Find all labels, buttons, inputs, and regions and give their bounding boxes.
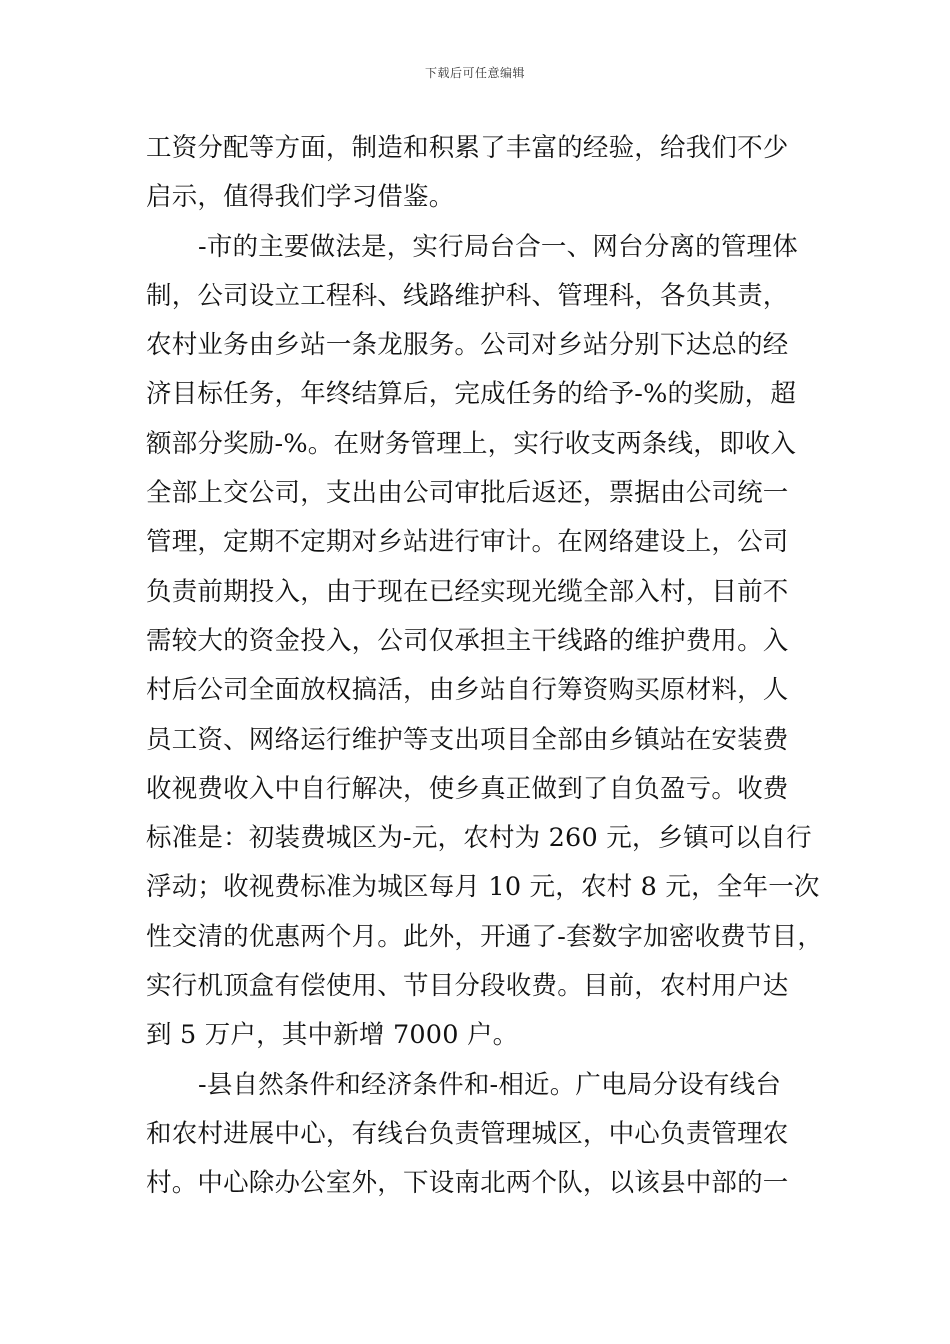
text-line: 标准是：初装费城区为-元，农村为 260 元，乡镇可以自行: [146, 823, 812, 854]
text-line: 管理，定期不定期对乡站进行审计。在网络建设上，公司: [146, 527, 789, 558]
text-line: 村。中心除办公室外，下设南北两个队，以该县中部的一: [146, 1168, 789, 1199]
text-line: 浮动；收视费标准为城区每月 10 元，农村 8 元，全年一次: [146, 872, 820, 903]
text-line: 济目标任务，年终结算后，完成任务的给予-%的奖励，超: [146, 379, 797, 410]
text-line: -县自然条件和经济条件和-相近。广电局分设有线台: [198, 1069, 782, 1100]
text-line: 全部上交公司，支出由公司审批后返还，票据由公司统一: [146, 478, 789, 509]
text-line: 到 5 万户，其中新增 7000 户。: [146, 1020, 519, 1051]
text-line: 村后公司全面放权搞活，由乡站自行筹资购买原材料，人: [146, 675, 789, 706]
text-line: 需较大的资金投入，公司仅承担主干线路的维护费用。入: [146, 625, 789, 656]
text-line: -市的主要做法是，实行局台合一、网台分离的管理体: [198, 231, 798, 262]
text-line: 收视费收入中自行解决，使乡真正做到了自负盈亏。收费: [146, 773, 789, 804]
text-line: 制，公司设立工程科、线路维护科、管理科，各负其责，: [146, 280, 789, 311]
page-header: 下载后可任意编辑: [424, 66, 525, 80]
text-line: 额部分奖励-%。在财务管理上，实行收支两条线，即收入: [146, 428, 797, 459]
text-line: 负责前期投入，由于现在已经实现光缆全部入村，目前不: [146, 576, 789, 607]
text-line: 实行机顶盒有偿使用、节目分段收费。目前，农村用户达: [146, 971, 789, 1002]
text-line: 启示，值得我们学习借鉴。: [146, 182, 455, 213]
document-body: [146, 124, 826, 1209]
text-line: 员工资、网络运行维护等支出项目全部由乡镇站在安装费: [146, 724, 789, 755]
text-line: 性交清的优惠两个月。此外，开通了-套数字加密收费节目，: [146, 921, 824, 952]
text-line: 工资分配等方面，制造和积累了丰富的经验，给我们不少: [146, 133, 789, 163]
text-line: 和农村进展中心，有线台负责管理城区，中心负责管理农: [146, 1118, 789, 1149]
text-line: 农村业务由乡站一条龙服务。公司对乡站分别下达总的经: [146, 330, 789, 361]
